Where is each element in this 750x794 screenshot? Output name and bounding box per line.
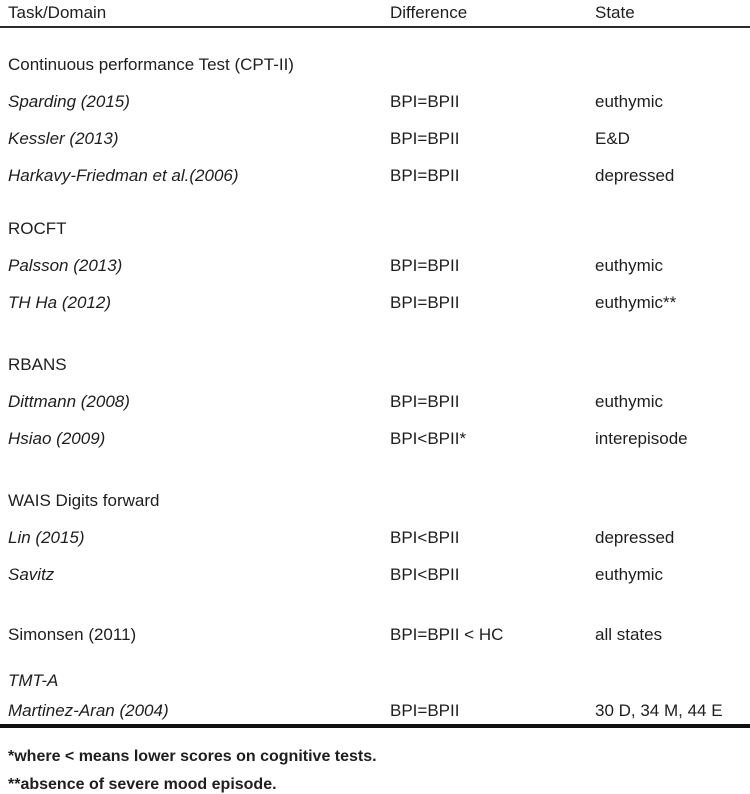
task-cell: Sparding (2015) bbox=[8, 92, 130, 111]
task-cell: Dittmann (2008) bbox=[8, 392, 130, 411]
column-header-state: State bbox=[595, 3, 635, 22]
difference-cell: BPI=BPII bbox=[390, 392, 460, 411]
difference-cell: BPI=BPII bbox=[390, 256, 460, 275]
section-row bbox=[0, 354, 750, 376]
task-cell: Savitz bbox=[8, 565, 55, 584]
footnotes-block bbox=[0, 748, 750, 794]
study-row bbox=[0, 428, 750, 450]
study-row bbox=[0, 128, 750, 150]
state-cell: euthymic bbox=[595, 565, 664, 584]
footnote-lower-scores: *where < means lower scores on cognitive tests. bbox=[8, 748, 377, 765]
study-row bbox=[0, 700, 750, 722]
difference-cell: BPI=BPII bbox=[390, 92, 460, 111]
table-header-row bbox=[0, 0, 750, 24]
difference-cell bbox=[390, 354, 595, 376]
study-row bbox=[0, 165, 750, 187]
task-cell: Lin (2015) bbox=[8, 528, 85, 547]
task-cell: Simonsen (2011) bbox=[8, 625, 137, 644]
state-cell bbox=[595, 490, 750, 512]
state-cell: interepisode bbox=[595, 429, 688, 448]
task-cell: Kessler (2013) bbox=[8, 129, 119, 148]
header-divider-line bbox=[0, 26, 750, 28]
task-cell: ROCFT bbox=[8, 219, 67, 238]
section-row bbox=[0, 218, 750, 240]
state-cell: euthymic bbox=[595, 256, 664, 275]
column-header-task-domain: Task/Domain bbox=[8, 3, 107, 22]
difference-cell: BPI<BPII* bbox=[390, 429, 467, 448]
state-cell: depressed bbox=[595, 166, 675, 185]
task-cell: Martinez-Aran (2004) bbox=[8, 701, 169, 720]
task-cell: TMT-A bbox=[8, 671, 59, 690]
state-cell: euthymic** bbox=[595, 293, 677, 312]
state-cell bbox=[595, 54, 750, 76]
task-cell: RBANS bbox=[8, 355, 67, 374]
difference-cell bbox=[390, 54, 595, 76]
column-header-difference: Difference bbox=[390, 3, 468, 22]
study-row bbox=[0, 527, 750, 549]
study-row bbox=[0, 564, 750, 586]
task-cell: Harkavy-Friedman et al.(2006) bbox=[8, 166, 239, 185]
task-cell: Continuous performance Test (CPT-II) bbox=[8, 55, 294, 74]
difference-cell: BPI=BPII bbox=[390, 293, 460, 312]
difference-cell: BPI<BPII bbox=[390, 528, 460, 547]
state-cell: euthymic bbox=[595, 392, 664, 411]
task-cell: WAIS Digits forward bbox=[8, 491, 160, 510]
study-row bbox=[0, 391, 750, 413]
difference-cell: BPI<BPII bbox=[390, 565, 460, 584]
difference-cell: BPI=BPII bbox=[390, 166, 460, 185]
difference-cell: BPI=BPII bbox=[390, 129, 460, 148]
section-row bbox=[0, 54, 750, 76]
state-cell: all states bbox=[595, 625, 663, 644]
table-bottom-border-line bbox=[0, 724, 750, 728]
study-row bbox=[0, 624, 750, 646]
state-cell bbox=[595, 670, 750, 692]
difference-cell bbox=[390, 490, 595, 512]
state-cell bbox=[595, 218, 750, 240]
footnote-mood-episode: **absence of severe mood episode. bbox=[8, 776, 277, 793]
difference-cell bbox=[390, 670, 595, 692]
state-cell bbox=[595, 354, 750, 376]
state-cell: euthymic bbox=[595, 92, 664, 111]
study-row bbox=[0, 91, 750, 113]
state-cell: E&D bbox=[595, 129, 630, 148]
state-cell: 30 D, 34 M, 44 E bbox=[595, 701, 723, 720]
task-cell: Palsson (2013) bbox=[8, 256, 123, 275]
section-row bbox=[0, 490, 750, 512]
table-body bbox=[0, 54, 750, 722]
task-cell: TH Ha (2012) bbox=[8, 293, 111, 312]
state-cell: depressed bbox=[595, 528, 675, 547]
task-cell: Hsiao (2009) bbox=[8, 429, 106, 448]
difference-cell bbox=[390, 218, 595, 240]
section-row bbox=[0, 670, 750, 692]
study-row bbox=[0, 255, 750, 277]
study-row bbox=[0, 292, 750, 314]
difference-cell: BPI=BPII bbox=[390, 701, 460, 720]
difference-cell: BPI=BPII < HC bbox=[390, 625, 504, 644]
